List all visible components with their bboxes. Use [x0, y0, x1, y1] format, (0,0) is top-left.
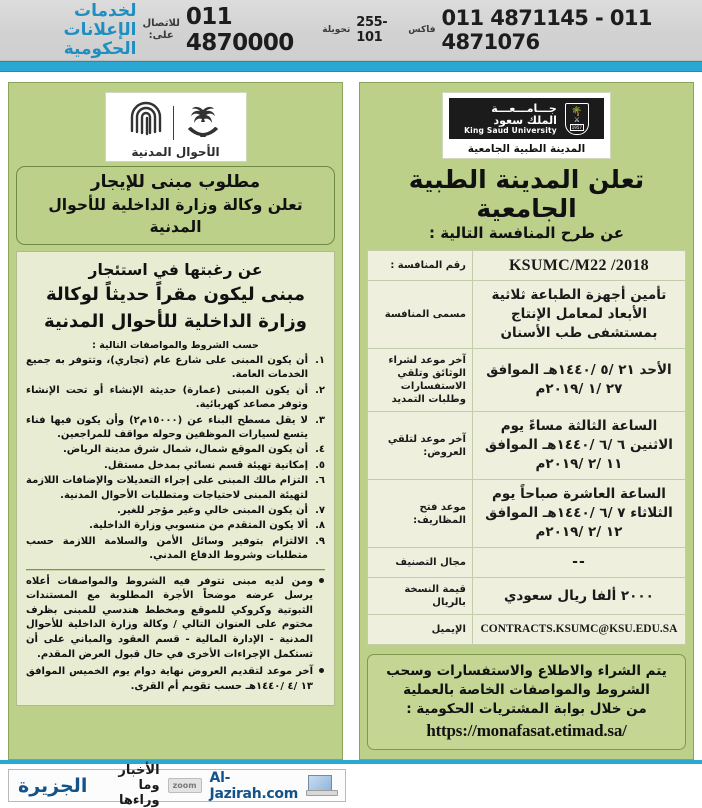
- al-jazirah-website[interactable]: Al-Jazirah.com: [209, 769, 298, 802]
- rental-request-statement: [26, 259, 325, 335]
- fax-label: فاكس: [408, 25, 436, 35]
- palm-glyph-icon: 🌴: [571, 106, 583, 117]
- condition-number: ٤.: [315, 444, 325, 456]
- table-row: [368, 349, 686, 412]
- tender-field-value: KSUMC/M22 /2018: [472, 251, 685, 281]
- al-jazirah-tagline: الأخبار وما وراءها: [118, 763, 160, 808]
- ksu-shield-year: 1957: [571, 124, 582, 130]
- call-label-line1: للاتصال: [142, 18, 180, 29]
- conditions-list: [26, 354, 325, 564]
- tender-field-value: CONTRACTS.KSUMC@KSU.EDU.SA: [472, 615, 685, 645]
- condition-item: [26, 443, 325, 457]
- footer-bar: [0, 763, 702, 808]
- table-row: [368, 412, 686, 480]
- tender-field-label: آخر موعد لشراء الوثائق وتلقي الاستفسارات وطلبات التمديد: [368, 349, 473, 412]
- condition-item: [26, 414, 325, 443]
- condition-item: [26, 519, 325, 533]
- tender-field-label: رقم المنافسة :: [368, 251, 473, 281]
- call-label-line2: على:: [148, 30, 174, 41]
- condition-text: أن يكون الموقع شمال، شمال شرق مدينة الرياض.: [62, 444, 308, 456]
- palm-swords-emblem-icon: [183, 101, 223, 145]
- ksu-logo-arabic-line1: جـــامـــعـــة: [491, 102, 557, 116]
- note-text: ومن لديه مبنى تتوفر فيه الشروط والمواصفات أعلاه يرسل عرضه موضحاً الأجرة المطلوبة مع المستندات الثبوتية وكروكي للموقع ومخطط هندسي للمبنى بظرف مختوم على العنوان التالي / وكالة وزارة الداخلية للأحوال المدنية - الإدارة المالية - قسم العقود والمباني على أن تستكمل الإجراءات الأخرى في حال قبول العرض المقدم.: [26, 575, 313, 660]
- ksu-headline-1: تعلن المدينة الطبية الجامعية: [408, 165, 645, 223]
- portal-line-2: الشروط والمواصفات الخاصة بالعملية: [403, 682, 650, 698]
- civil-affairs-advertisement: [8, 82, 343, 760]
- tender-field-label: آخر موعد لتلقي العروض:: [368, 412, 473, 480]
- condition-number: ٢.: [315, 384, 325, 396]
- condition-number: ٨.: [315, 520, 325, 532]
- condition-item: [26, 535, 325, 564]
- tender-field-label: مسمى المنافسة: [368, 281, 473, 349]
- tender-field-value: ٢٠٠٠ ألفا ريال سعودي: [472, 578, 685, 615]
- rental-request-line-1: عن رغبتها في استئجار: [88, 261, 263, 279]
- service-title-line2: الإعلانات الحكومية: [63, 19, 137, 59]
- civil-affairs-body: [16, 251, 335, 706]
- condition-text: لا يقل مسطح البناء عن (١٥٠٠٠م٢) وأن يكون فيها فناء يتسع لسيارات الموظفين وحوله مواقف للمراجعين.: [26, 414, 308, 441]
- newspaper-laptop-icon: [306, 775, 336, 796]
- condition-text: التزام مالك المبنى على إجراء التعديلات والإضافات اللازمة لتهيئة المبنى لاحتياجات ومتطلبات الأحوال المدنية.: [26, 475, 308, 501]
- condition-number: ٧.: [315, 505, 325, 517]
- condition-text: أن يكون المبنى خالي وغير مؤجر للغير.: [116, 505, 308, 517]
- logo-divider: [173, 106, 174, 140]
- advertisements-area: [0, 82, 702, 762]
- table-row: [368, 251, 686, 281]
- condition-text: أن يكون المبنى على شارع عام (تجاري)، وتتوفر به جميع الخدمات العامة.: [26, 355, 308, 381]
- table-row: [368, 281, 686, 349]
- condition-item: [26, 384, 325, 413]
- main-phone-number: 011 4870000: [185, 4, 294, 56]
- tender-details-table: [367, 250, 686, 645]
- portal-line-3: من خلال بوابة المشتريات الحكومية :: [406, 701, 647, 717]
- tender-field-label: الإيميل: [368, 615, 473, 645]
- tender-field-label: مجال التصنيف: [368, 548, 473, 578]
- condition-number: ٦.: [315, 475, 325, 487]
- king-saud-university-logo: [442, 92, 611, 159]
- civil-affairs-logo-subtitle: الأحوال المدنية: [131, 145, 220, 159]
- condition-number: ٣.: [315, 414, 325, 426]
- header-accent-divider: [0, 61, 702, 72]
- tender-field-value: الساعة العاشرة صباحاً يوم الثلاثاء ٧ /٦ /١٤٤٠هـ الموافق ١٢ /٢ /٢٠١٩م: [472, 480, 685, 548]
- ksu-shield-icon: [565, 103, 589, 135]
- rental-request-line-2: مبنى ليكون مقراً حديثاً لوكالة: [46, 284, 305, 305]
- ksu-logo-arabic-line2: الملك سعود: [493, 113, 557, 127]
- tender-field-value: --: [472, 548, 685, 578]
- condition-text: ألا يكون المتقدم من منسوبي وزارة الداخلية.: [89, 520, 308, 532]
- submission-notes-list: [26, 575, 325, 695]
- condition-item: [26, 474, 325, 503]
- civil-affairs-headline-2: تعلن وكالة وزارة الداخلية للأحوال المدنية: [48, 196, 303, 236]
- tender-field-value: تأمين أجهزة الطباعة ثلاثية الأبعاد لمعامل الإنتاج بمستشفى طب الأسنان: [472, 281, 685, 349]
- table-row: [368, 578, 686, 615]
- extension-number: 255-101: [356, 15, 388, 45]
- swords-glyph-icon: ⚔: [573, 115, 580, 124]
- fax-numbers: 011 4871145 - 011 4871076: [441, 6, 652, 54]
- ksu-headline-2: عن طرح المنافسة التالية :: [428, 224, 625, 242]
- conditions-title: حسب الشروط والمواصفات التالية :: [92, 340, 259, 351]
- table-row: [368, 615, 686, 645]
- condition-item: [26, 354, 325, 383]
- condition-text: أن يكون المبنى (عمارة) حديثة الإنشاء أو تحت الإنشاء وتوفر مصاعد كهربائية.: [26, 384, 308, 411]
- ksu-logo-subtitle: المدينة الطبية الجامعية: [467, 143, 586, 155]
- table-row: [368, 480, 686, 548]
- condition-text: إمكانية تهيئة قسم نسائي بمدخل مستقل.: [104, 459, 308, 471]
- call-label: [142, 18, 179, 42]
- bullet-icon: [319, 668, 324, 673]
- al-jazirah-banner[interactable]: [8, 763, 346, 808]
- civil-affairs-headline-1: مطلوب مبنى للإيجار: [90, 172, 261, 192]
- zoom-icon[interactable]: zoom: [168, 778, 202, 793]
- tender-field-label: موعد فتح المظاريف:: [368, 480, 473, 548]
- al-jazirah-logo: الجزيرة: [18, 774, 88, 797]
- fingerprint-icon: [128, 101, 164, 145]
- tender-field-value: الساعة الثالثة مساءً يوم الاثنين ٦ /٦ /١٤٤٠هـ الموافق ١١ /٢ /٢٠١٩م: [472, 412, 685, 480]
- service-title-line1: لخدمات: [74, 0, 137, 21]
- tender-field-label: قيمة النسخة بالريال: [368, 578, 473, 615]
- note-text: آخر موعد لتقديم العروض نهاية دوام يوم الخميس الموافق ١٣ /٤ /١٤٤٠هـ حسب تقويم أم القرى.: [26, 666, 313, 692]
- notes-divider: [26, 569, 325, 571]
- ksu-medical-city-advertisement: [359, 82, 694, 760]
- table-row: [368, 548, 686, 578]
- tender-field-value: الأحد ٢١ /٥ /١٤٤٠هـ الموافق ٢٧ /١ /٢٠١٩م: [472, 349, 685, 412]
- condition-item: [26, 459, 325, 473]
- extension-label: تحويلة: [322, 25, 351, 35]
- civil-affairs-logo: [105, 92, 247, 162]
- contact-header-bar: [0, 0, 702, 61]
- procurement-portal-box: [367, 654, 686, 750]
- condition-text: الالتزام بتوفير وسائل الأمن والسلامة اللازمة حسب متطلبات وشروط الدفاع المدني.: [26, 535, 308, 562]
- condition-item: [26, 504, 325, 518]
- note-item: [26, 665, 325, 694]
- civil-affairs-headline-box: [16, 166, 335, 245]
- condition-number: ٩.: [315, 535, 325, 547]
- ksu-headline: [367, 165, 686, 243]
- note-item: [26, 575, 325, 663]
- service-title: [6, 2, 136, 59]
- portal-url[interactable]: https://monafasat.etimad.sa/: [426, 721, 627, 740]
- portal-line-1: يتم الشراء والاطلاع والاستفسارات وسحب: [386, 663, 667, 679]
- bullet-icon: [319, 578, 324, 583]
- ksu-logo-english: King Saud University: [464, 126, 557, 136]
- rental-request-line-3: وزارة الداخلية للأحوال المدنية: [44, 311, 307, 332]
- condition-number: ٥.: [315, 459, 325, 471]
- condition-number: ١.: [315, 355, 325, 366]
